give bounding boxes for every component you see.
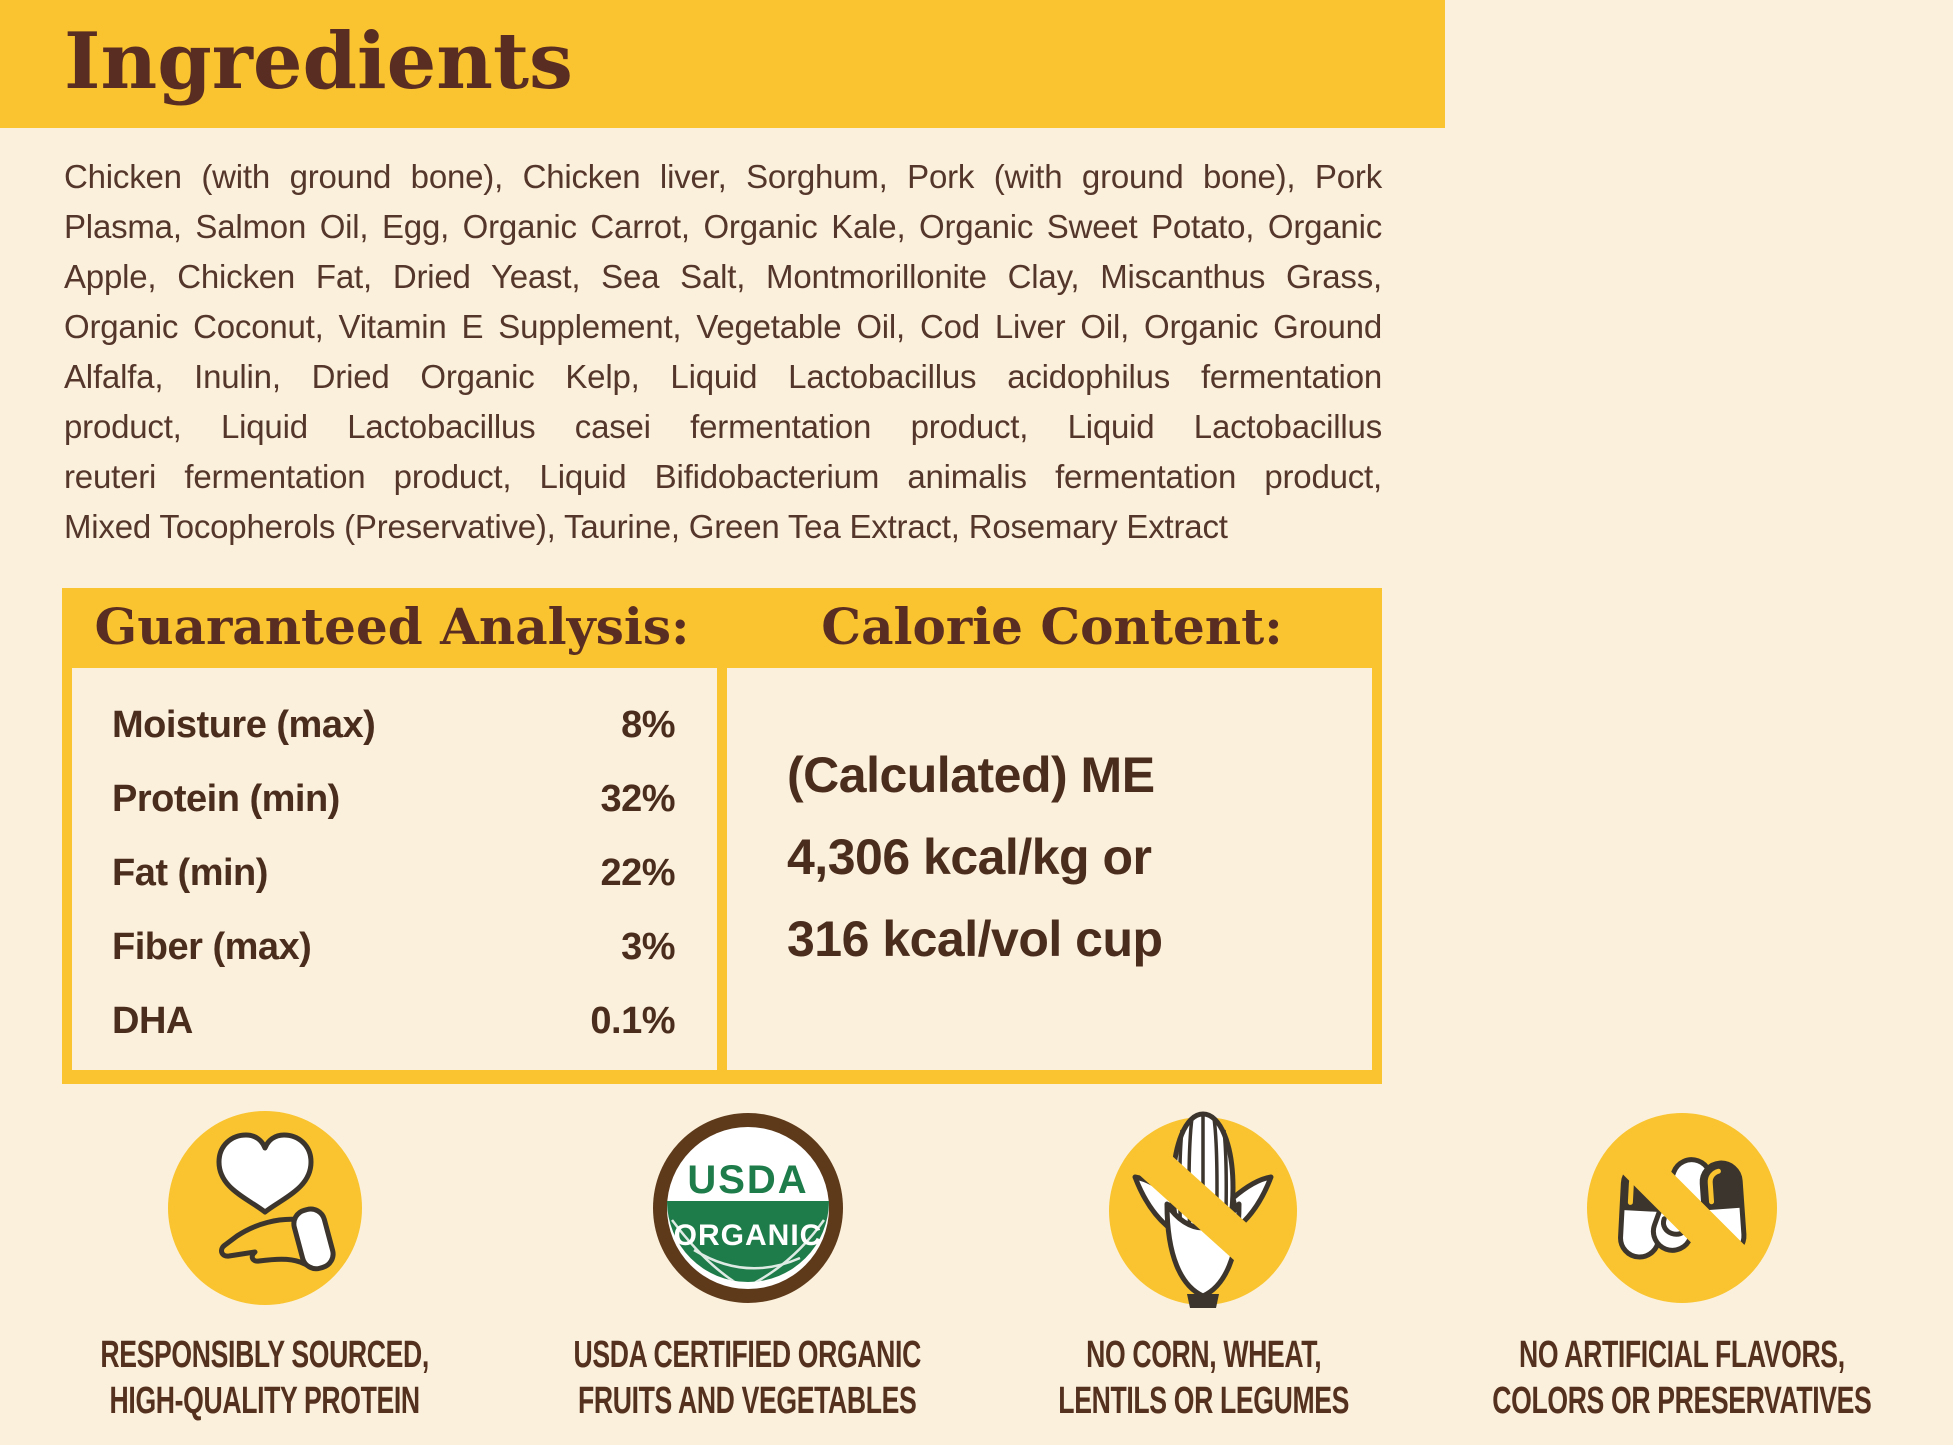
analysis-label: Fiber (max) bbox=[112, 925, 312, 968]
ingredients-line: reuteri fermentation product, Liquid Bifidobacterium animalis fermentation product, bbox=[64, 458, 1382, 495]
guaranteed-analysis-title: Guaranteed Analysis: bbox=[94, 597, 690, 656]
analysis-label: DHA bbox=[112, 999, 193, 1042]
analysis-calorie-panel bbox=[62, 588, 1382, 1084]
badge-caption: USDA CERTIFIED ORGANIC FRUITS AND VEGETABLES bbox=[573, 1334, 922, 1422]
heart-in-hand-icon bbox=[165, 1108, 365, 1308]
analysis-label: Protein (min) bbox=[112, 777, 340, 820]
table-row bbox=[112, 910, 675, 984]
table-row bbox=[112, 836, 675, 910]
analysis-value: 3% bbox=[621, 925, 675, 968]
usda-text: USDA bbox=[686, 1158, 809, 1202]
analysis-value: 22% bbox=[600, 851, 675, 894]
page-title: Ingredients bbox=[64, 16, 573, 107]
badge-row bbox=[30, 1108, 1872, 1424]
ingredients-line: Alfalfa, Inulin, Dried Organic Kelp, Liquid Lactobacillus acidophilus fermentation bbox=[64, 358, 1382, 395]
ingredients-paragraph bbox=[64, 152, 1382, 552]
ingredients-line: Mixed Tocopherols (Preservative), Taurine, Green Tea Extract, Rosemary Extract bbox=[64, 508, 1228, 545]
usda-organic-icon bbox=[648, 1108, 848, 1308]
calorie-content-text bbox=[727, 668, 1372, 980]
no-corn-icon bbox=[1103, 1108, 1303, 1308]
calorie-content-box bbox=[727, 668, 1372, 1070]
calorie-line: 316 kcal/vol cup bbox=[787, 911, 1163, 967]
table-row bbox=[112, 984, 675, 1058]
analysis-label: Moisture (max) bbox=[112, 703, 376, 746]
badge-no-corn bbox=[996, 1108, 1411, 1424]
badge-caption: RESPONSIBLY SOURCED, HIGH-QUALITY PROTEIN bbox=[100, 1334, 429, 1422]
analysis-value: 8% bbox=[621, 703, 675, 746]
badge-caption: NO ARTIFICIAL FLAVORS, COLORS OR PRESERVATIVES bbox=[1492, 1334, 1872, 1422]
badge-responsibly-sourced bbox=[30, 1108, 499, 1424]
header-banner bbox=[0, 0, 1445, 128]
table-row bbox=[112, 762, 675, 836]
ingredients-line: product, Liquid Lactobacillus casei fermentation product, Liquid Lactobacillus bbox=[64, 408, 1382, 445]
calorie-line: (Calculated) ME bbox=[787, 747, 1155, 803]
analysis-label: Fat (min) bbox=[112, 851, 268, 894]
calorie-content-title: Calorie Content: bbox=[821, 597, 1283, 656]
table-row bbox=[112, 688, 675, 762]
no-additives-icon bbox=[1582, 1108, 1782, 1308]
badge-caption: NO CORN, WHEAT, LENTILS OR LEGUMES bbox=[1058, 1334, 1349, 1422]
ingredients-line: Chicken (with ground bone), Chicken liver, Sorghum, Pork (with ground bone), Pork bbox=[64, 158, 1382, 195]
guaranteed-analysis-box bbox=[72, 668, 717, 1070]
guaranteed-analysis-table bbox=[72, 668, 717, 1058]
calorie-line: 4,306 kcal/kg or bbox=[787, 829, 1152, 885]
ingredients-line: Organic Coconut, Vitamin E Supplement, Vegetable Oil, Cod Liver Oil, Organic Ground bbox=[64, 308, 1382, 345]
analysis-value: 32% bbox=[600, 777, 675, 820]
ingredients-line: Apple, Chicken Fat, Dried Yeast, Sea Salt, Montmorillonite Clay, Miscanthus Grass, bbox=[64, 258, 1382, 295]
badge-usda-organic bbox=[499, 1108, 995, 1424]
analysis-value: 0.1% bbox=[590, 999, 675, 1042]
badge-no-additives bbox=[1411, 1108, 1953, 1424]
organic-text: ORGANIC bbox=[673, 1219, 822, 1252]
ingredients-line: Plasma, Salmon Oil, Egg, Organic Carrot, Organic Kale, Organic Sweet Potato, Organic bbox=[64, 208, 1382, 245]
